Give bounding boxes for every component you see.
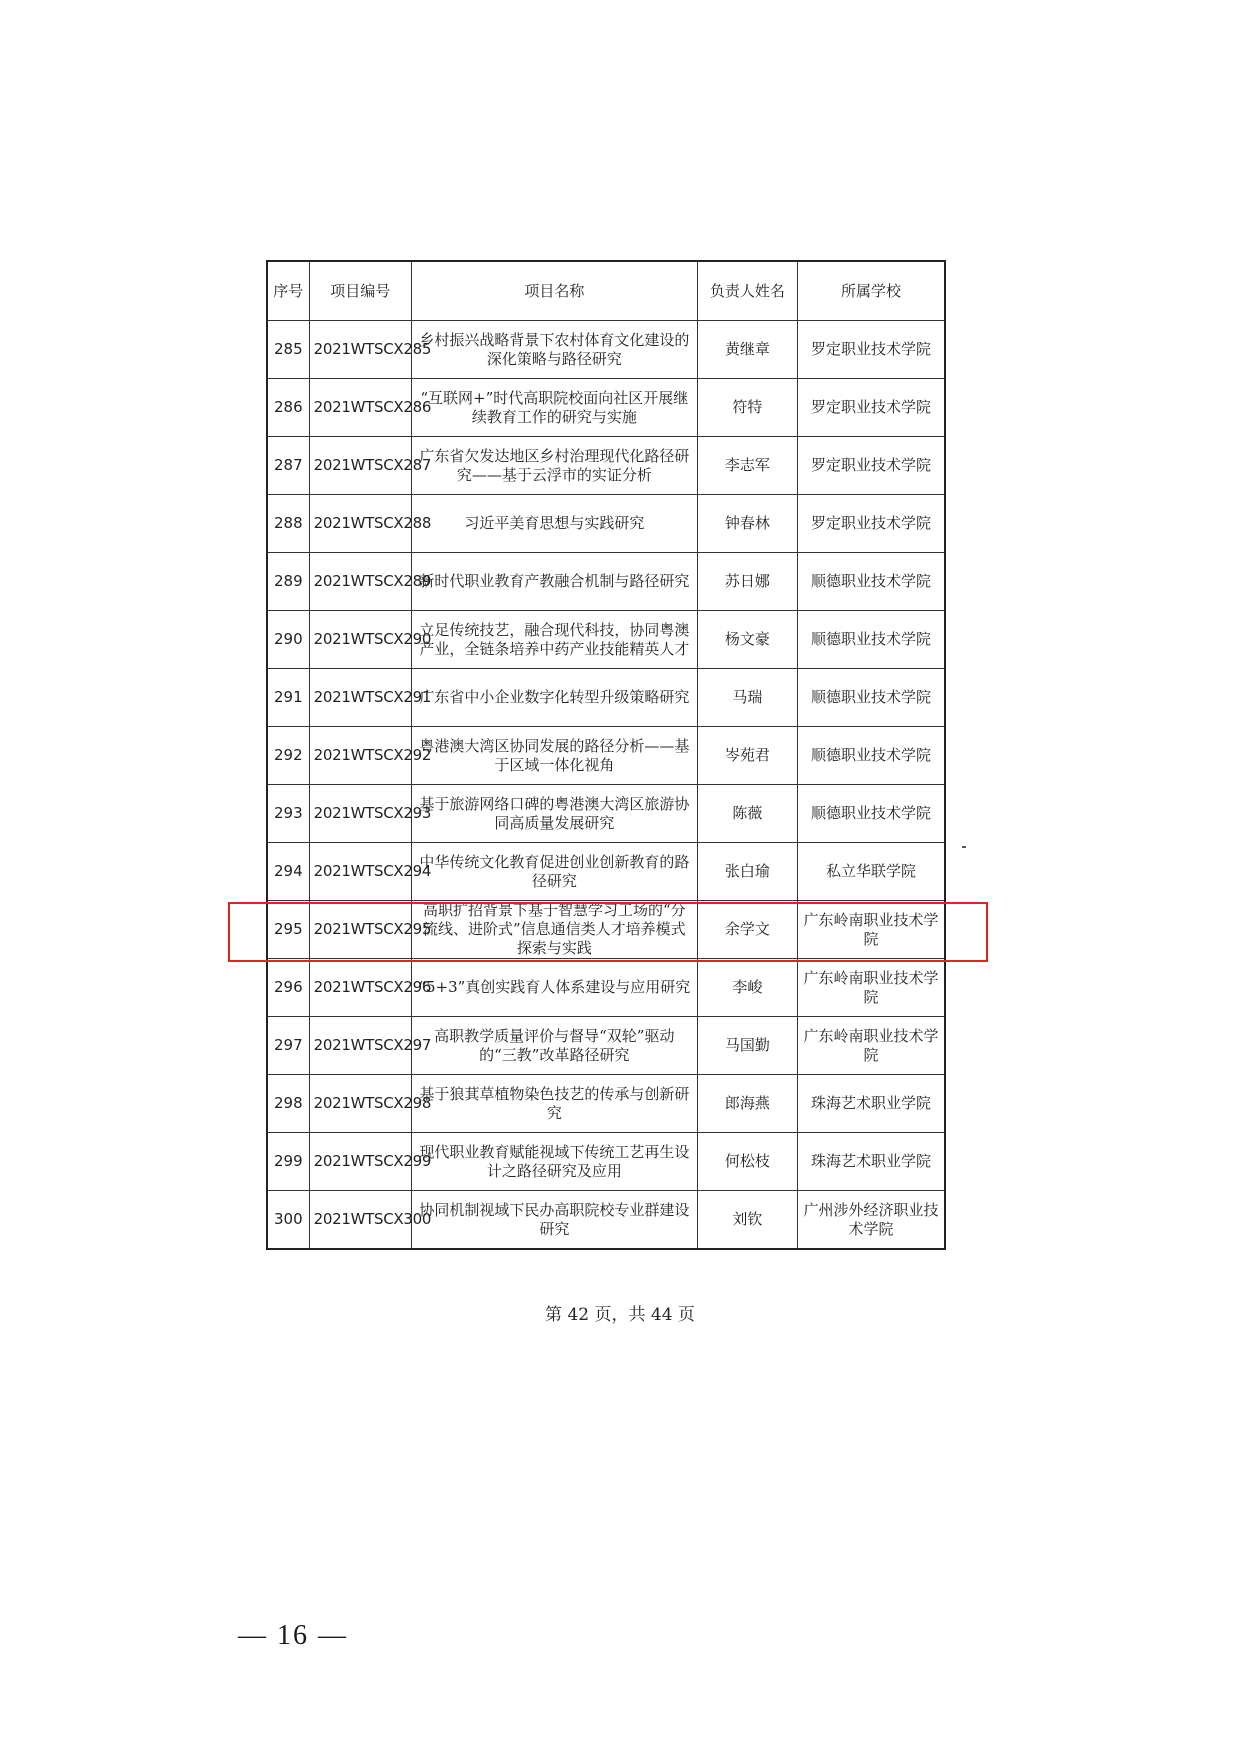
cell-code: 2021WTSCX288 xyxy=(309,495,411,553)
cell-name: 高职扩招背景下基于智慧学习工场的“分流线、进阶式”信息通信类人才培养模式探索与实践 xyxy=(411,901,697,959)
cell-name: 粤港澳大湾区协同发展的路径分析——基于区域一体化视角 xyxy=(411,727,697,785)
cell-school: 顺德职业技术学院 xyxy=(798,785,945,843)
cell-lead: 陈薇 xyxy=(697,785,797,843)
table-row xyxy=(267,843,945,901)
cell-seq: 293 xyxy=(267,785,309,843)
cell-school: 广东岭南职业技术学院 xyxy=(798,901,945,959)
cell-school: 珠海艺术职业学院 xyxy=(798,1075,945,1133)
table-row xyxy=(267,1017,945,1075)
cell-lead: 苏日娜 xyxy=(697,553,797,611)
cell-name: 广东省欠发达地区乡村治理现代化路径研究——基于云浮市的实证分析 xyxy=(411,437,697,495)
table-row xyxy=(267,321,945,379)
cell-seq: 291 xyxy=(267,669,309,727)
cell-name: 习近平美育思想与实践研究 xyxy=(411,495,697,553)
cell-school: 罗定职业技术学院 xyxy=(798,495,945,553)
table-header-row xyxy=(267,261,945,321)
cell-seq: 296 xyxy=(267,959,309,1017)
cell-name: 基于狼萁草植物染色技艺的传承与创新研究 xyxy=(411,1075,697,1133)
cell-name: 现代职业教育赋能视域下传统工艺再生设计之路径研究及应用 xyxy=(411,1133,697,1191)
cell-seq: 298 xyxy=(267,1075,309,1133)
cell-lead: 刘钦 xyxy=(697,1191,797,1250)
table-row xyxy=(267,785,945,843)
cell-name: 基于旅游网络口碑的粤港澳大湾区旅游协同高质量发展研究 xyxy=(411,785,697,843)
cell-seq: 297 xyxy=(267,1017,309,1075)
table-row xyxy=(267,1191,945,1250)
cell-code: 2021WTSCX293 xyxy=(309,785,411,843)
cell-code: 2021WTSCX292 xyxy=(309,727,411,785)
cell-school: 广东岭南职业技术学院 xyxy=(798,959,945,1017)
cell-name: “互联网+”时代高职院校面向社区开展继续教育工作的研究与实施 xyxy=(411,379,697,437)
cell-seq: 294 xyxy=(267,843,309,901)
page-indicator: 第 42 页，共 44 页 xyxy=(545,1305,695,1325)
cell-lead: 张白瑜 xyxy=(697,843,797,901)
cell-school: 顺德职业技术学院 xyxy=(798,611,945,669)
cell-name: “5+3”真创实践育人体系建设与应用研究 xyxy=(411,959,697,1017)
cell-seq: 285 xyxy=(267,321,309,379)
cell-name: 立足传统技艺，融合现代科技，协同粤澳产业，全链条培养中药产业技能精英人才 xyxy=(411,611,697,669)
cell-code: 2021WTSCX291 xyxy=(309,669,411,727)
table-row xyxy=(267,1133,945,1191)
cell-seq: 295 xyxy=(267,901,309,959)
cell-code: 2021WTSCX289 xyxy=(309,553,411,611)
header-lead: 负责人姓名 xyxy=(697,261,797,321)
cell-lead: 李志军 xyxy=(697,437,797,495)
header-name: 项目名称 xyxy=(411,261,697,321)
scan-speck xyxy=(962,846,966,848)
page-number: — 16 — xyxy=(238,1620,348,1651)
cell-school: 罗定职业技术学院 xyxy=(798,321,945,379)
cell-code: 2021WTSCX299 xyxy=(309,1133,411,1191)
cell-name: 高职教学质量评价与督导“双轮”驱动的“三教”改革路径研究 xyxy=(411,1017,697,1075)
table-row xyxy=(267,959,945,1017)
cell-school: 珠海艺术职业学院 xyxy=(798,1133,945,1191)
table-row xyxy=(267,611,945,669)
header-school: 所属学校 xyxy=(798,261,945,321)
cell-name: 新时代职业教育产教融合机制与路径研究 xyxy=(411,553,697,611)
cell-seq: 287 xyxy=(267,437,309,495)
projects-table-wrapper xyxy=(266,260,946,1250)
cell-name: 广东省中小企业数字化转型升级策略研究 xyxy=(411,669,697,727)
cell-school: 广州涉外经济职业技术学院 xyxy=(798,1191,945,1250)
cell-lead: 杨文豪 xyxy=(697,611,797,669)
cell-school: 私立华联学院 xyxy=(798,843,945,901)
cell-code: 2021WTSCX300 xyxy=(309,1191,411,1250)
cell-seq: 289 xyxy=(267,553,309,611)
cell-lead: 钟春林 xyxy=(697,495,797,553)
cell-lead: 岑苑君 xyxy=(697,727,797,785)
cell-lead: 余学文 xyxy=(697,901,797,959)
table-row xyxy=(267,437,945,495)
cell-school: 顺德职业技术学院 xyxy=(798,727,945,785)
cell-code: 2021WTSCX297 xyxy=(309,1017,411,1075)
cell-code: 2021WTSCX298 xyxy=(309,1075,411,1133)
cell-school: 罗定职业技术学院 xyxy=(798,379,945,437)
table-row xyxy=(267,553,945,611)
table-row-highlighted xyxy=(267,901,945,959)
cell-lead: 马瑞 xyxy=(697,669,797,727)
cell-lead: 郎海燕 xyxy=(697,1075,797,1133)
table-body xyxy=(267,321,945,1250)
projects-table xyxy=(266,260,946,1250)
table-row xyxy=(267,669,945,727)
header-code: 项目编号 xyxy=(309,261,411,321)
cell-seq: 288 xyxy=(267,495,309,553)
cell-code: 2021WTSCX296 xyxy=(309,959,411,1017)
cell-code: 2021WTSCX294 xyxy=(309,843,411,901)
cell-lead: 符特 xyxy=(697,379,797,437)
table-row xyxy=(267,1075,945,1133)
cell-school: 罗定职业技术学院 xyxy=(798,437,945,495)
cell-school: 顺德职业技术学院 xyxy=(798,553,945,611)
cell-code: 2021WTSCX295 xyxy=(309,901,411,959)
cell-seq: 300 xyxy=(267,1191,309,1250)
cell-name: 协同机制视域下民办高职院校专业群建设研究 xyxy=(411,1191,697,1250)
cell-code: 2021WTSCX287 xyxy=(309,437,411,495)
cell-seq: 299 xyxy=(267,1133,309,1191)
cell-seq: 290 xyxy=(267,611,309,669)
table-row xyxy=(267,495,945,553)
cell-name: 乡村振兴战略背景下农村体育文化建设的深化策略与路径研究 xyxy=(411,321,697,379)
cell-lead: 马国勤 xyxy=(697,1017,797,1075)
cell-school: 顺德职业技术学院 xyxy=(798,669,945,727)
cell-code: 2021WTSCX286 xyxy=(309,379,411,437)
cell-lead: 李峻 xyxy=(697,959,797,1017)
cell-seq: 292 xyxy=(267,727,309,785)
cell-lead: 黄继章 xyxy=(697,321,797,379)
cell-lead: 何松枝 xyxy=(697,1133,797,1191)
header-seq: 序号 xyxy=(267,261,309,321)
cell-code: 2021WTSCX285 xyxy=(309,321,411,379)
table-row xyxy=(267,727,945,785)
cell-name: 中华传统文化教育促进创业创新教育的路径研究 xyxy=(411,843,697,901)
cell-school: 广东岭南职业技术学院 xyxy=(798,1017,945,1075)
table-row xyxy=(267,379,945,437)
cell-code: 2021WTSCX290 xyxy=(309,611,411,669)
cell-seq: 286 xyxy=(267,379,309,437)
